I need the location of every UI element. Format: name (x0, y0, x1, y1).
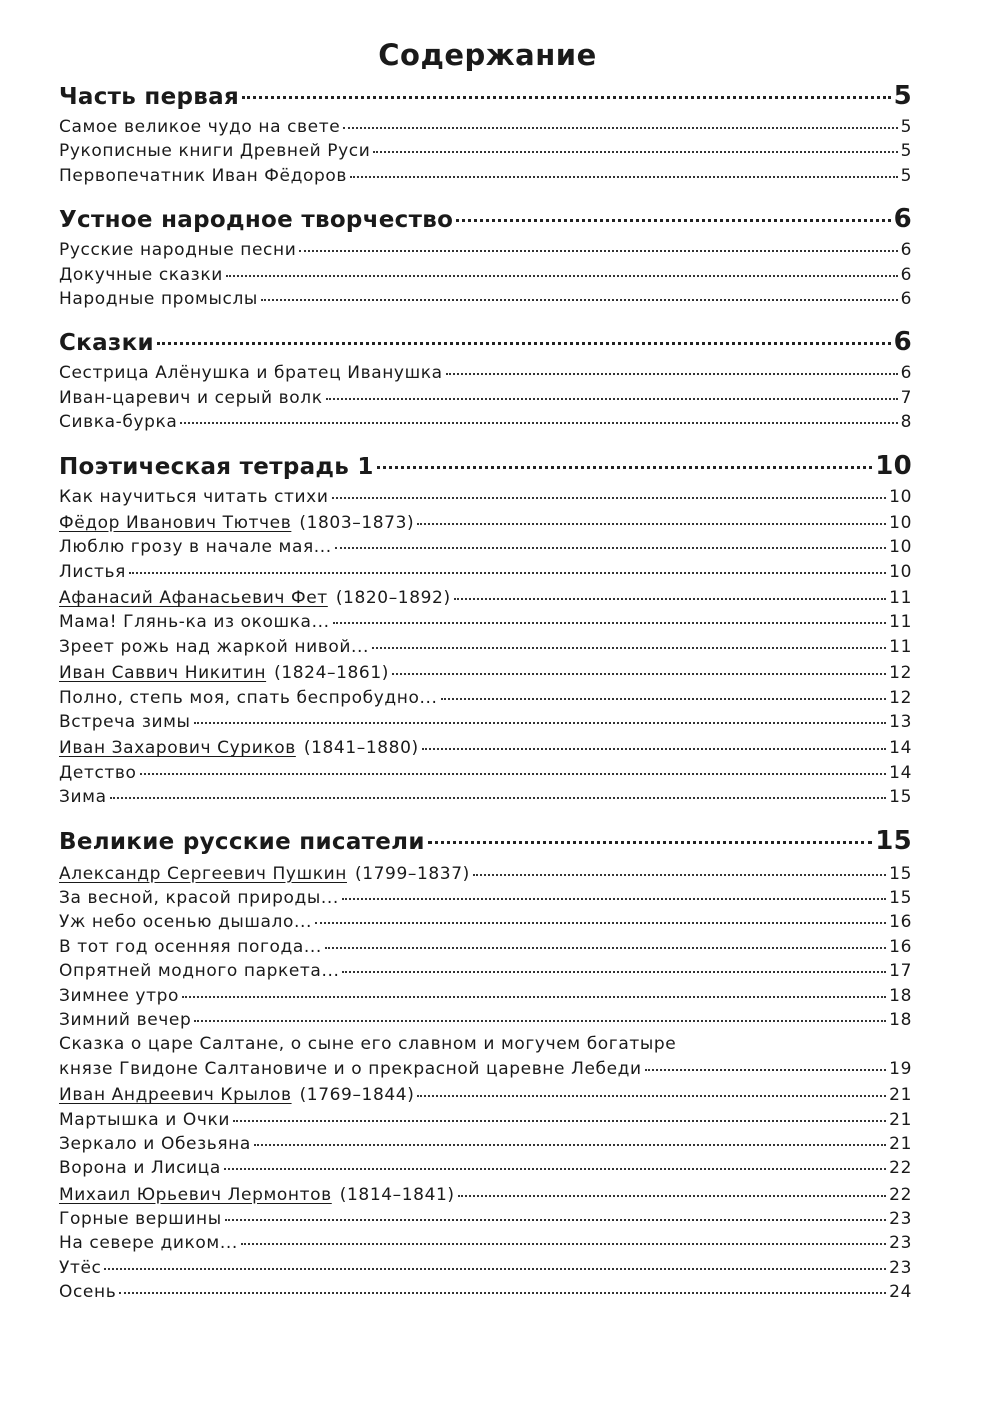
author-years: (1814–1841) (339, 1184, 455, 1205)
leader-dots (194, 1020, 886, 1022)
toc-entry[interactable] (59, 1207, 912, 1231)
author-name: Иван Захарович Суриков (59, 738, 296, 759)
toc-entry[interactable] (59, 1132, 912, 1156)
entry-page-number: 22 (889, 1184, 912, 1205)
entry-page-number: 21 (889, 1109, 912, 1130)
leader-dots (326, 398, 898, 400)
leader-dots (473, 874, 886, 876)
table-of-contents (59, 78, 912, 1305)
toc-entry[interactable] (59, 610, 912, 634)
entry-page-number: 22 (889, 1158, 912, 1179)
entry-title: Опрятней модного паркета... (59, 961, 340, 982)
entry-page-number: 5 (900, 141, 912, 162)
author-years: (1799–1837) (354, 863, 470, 884)
leader-dots (261, 299, 898, 301)
author-name: Иван Саввич Никитин (59, 663, 267, 684)
toc-entry[interactable] (59, 1280, 912, 1304)
entry-title: Осень (59, 1282, 117, 1303)
entry-page-number: 15 (889, 887, 912, 908)
leader-dots (226, 275, 898, 277)
entry-title: Иван-царевич и серый волк (59, 387, 323, 408)
leader-dots (456, 219, 890, 222)
toc-entry[interactable] (59, 959, 912, 983)
section-heading[interactable] (59, 448, 912, 485)
section-heading[interactable] (59, 324, 912, 361)
toc-entry[interactable] (59, 263, 912, 287)
leader-dots (373, 151, 897, 153)
section-title: Устное народное творчество (59, 207, 454, 234)
entry-title: князе Гвидоне Салтановиче и о прекрасной царевне Лебеди (59, 1058, 642, 1079)
entry-title: Утёс (59, 1257, 102, 1278)
entry-page-number: 8 (900, 412, 912, 433)
entry-page-number: 6 (900, 240, 912, 261)
page-title: Содержание (378, 38, 597, 72)
entry-title: Как научиться читать стихи (59, 486, 329, 507)
toc-author-entry[interactable] (59, 736, 912, 760)
toc-entry[interactable] (59, 984, 912, 1008)
toc-entry[interactable] (59, 238, 912, 262)
toc-entry[interactable] (59, 710, 912, 734)
section-page-number: 5 (893, 81, 912, 111)
leader-dots (182, 996, 886, 998)
entry-page-number: 18 (889, 985, 912, 1006)
entry-page-number: 13 (889, 712, 912, 733)
toc-entry[interactable] (59, 139, 912, 163)
toc-author-entry[interactable] (59, 862, 912, 886)
toc-entry[interactable] (59, 115, 912, 139)
toc-entry[interactable] (59, 785, 912, 809)
entry-page-number: 23 (889, 1233, 912, 1254)
entry-title: Сестрица Алёнушка и братец Иванушка (59, 363, 443, 384)
toc-author-entry[interactable] (59, 511, 912, 535)
author-name: Михаил Юрьевич Лермонтов (59, 1184, 332, 1205)
entry-title: Зимний вечер (59, 1009, 192, 1030)
section-title: Часть первая (59, 84, 240, 110)
leader-dots (392, 673, 886, 675)
toc-entry[interactable] (59, 1231, 912, 1255)
toc-entry[interactable] (59, 485, 912, 509)
entry-page-number: 11 (889, 588, 912, 609)
toc-author-entry[interactable] (59, 661, 912, 685)
leader-dots (372, 647, 886, 649)
leader-dots (241, 1243, 886, 1245)
leader-dots (458, 1195, 887, 1197)
entry-page-number: 6 (900, 288, 912, 309)
leader-dots (129, 572, 886, 574)
leader-dots (332, 497, 887, 499)
author-name: Александр Сергеевич Пушкин (59, 863, 347, 884)
entry-title: Люблю грозу в начале мая... (59, 537, 332, 558)
entry-page-number: 21 (889, 1133, 912, 1154)
toc-entry[interactable] (59, 1256, 912, 1280)
entry-title: Зреет рожь над жаркой нивой... (59, 636, 370, 657)
toc-entry[interactable] (59, 410, 912, 434)
entry-page-number: 10 (889, 486, 912, 507)
section-heading[interactable] (59, 78, 912, 115)
author-name: Иван Андреевич Крылов (59, 1085, 292, 1106)
entry-page-number: 6 (900, 363, 912, 384)
leader-dots (342, 898, 886, 900)
section-title: Сказки (59, 330, 154, 357)
entry-page-number: 12 (889, 687, 912, 708)
leader-dots (157, 342, 891, 345)
entry-page-number: 14 (889, 738, 912, 759)
toc-entry[interactable] (59, 910, 912, 934)
entry-title: Мама! Глянь-ка из окошка... (59, 612, 330, 633)
leader-dots (343, 127, 897, 129)
toc-entry[interactable] (59, 1156, 912, 1180)
entry-title: Зима (59, 787, 107, 808)
entry-page-number: 16 (889, 912, 912, 933)
author-years: (1824–1861) (274, 663, 390, 684)
toc-entry[interactable] (59, 886, 912, 910)
entry-page-number: 17 (889, 961, 912, 982)
section-page-number: 10 (875, 450, 912, 481)
leader-dots (325, 947, 886, 949)
author-years: (1820–1892) (335, 588, 451, 609)
leader-dots (110, 797, 887, 799)
entry-page-number: 21 (889, 1085, 912, 1106)
leader-dots (377, 466, 872, 469)
entry-page-number: 11 (889, 612, 912, 633)
entry-page-number: 6 (900, 264, 912, 285)
section-heading[interactable] (59, 201, 912, 238)
author-years: (1769–1844) (299, 1085, 415, 1106)
toc-author-entry[interactable] (59, 586, 912, 610)
entry-page-number: 12 (889, 663, 912, 684)
toc-entry[interactable] (59, 935, 912, 959)
entry-page-number: 5 (900, 117, 912, 137)
entry-page-number: 10 (889, 537, 912, 558)
leader-dots (417, 523, 886, 525)
entry-title: Рукописные книги Древней Руси (59, 141, 371, 162)
author-years: (1803–1873) (299, 512, 415, 533)
section-title: Поэтическая тетрадь 1 (59, 453, 374, 480)
leader-dots (645, 1069, 886, 1071)
leader-dots (194, 722, 887, 724)
entry-page-number: 23 (889, 1257, 912, 1278)
leader-dots (242, 96, 891, 99)
leader-dots (333, 622, 887, 624)
leader-dots (417, 1095, 886, 1097)
entry-title: Полно, степь моя, спать беспробудно... (59, 687, 438, 708)
leader-dots (315, 922, 886, 924)
toc-entry[interactable] (59, 1108, 912, 1132)
leader-dots (254, 1144, 886, 1146)
entry-title: Горные вершины (59, 1209, 222, 1230)
entry-page-number: 15 (889, 787, 912, 808)
toc-author-entry[interactable] (59, 1183, 912, 1207)
entry-page-number: 10 (889, 561, 912, 582)
entry-title: Первопечатник Иван Фёдоров (59, 165, 347, 186)
author-name: Афанасий Афанасьевич Фет (59, 588, 328, 609)
entry-title: Уж небо осенью дышало... (59, 912, 313, 933)
entry-page-number: 16 (889, 936, 912, 957)
leader-dots (335, 547, 886, 549)
entry-title: Зеркало и Обезьяна (59, 1133, 251, 1154)
entry-title: Встреча зимы (59, 712, 191, 733)
toc-author-entry[interactable] (59, 1083, 912, 1107)
entry-title: Ворона и Лисица (59, 1158, 221, 1179)
entry-title: Народные промыслы (59, 288, 258, 309)
toc-entry[interactable] (59, 635, 912, 659)
toc-entry[interactable] (59, 386, 912, 410)
entry-title: Докучные сказки (59, 264, 223, 285)
entry-page-number: 23 (889, 1209, 912, 1230)
leader-dots (454, 598, 886, 600)
leader-dots (233, 1120, 886, 1122)
section-title: Великие русские писатели (59, 828, 425, 855)
toc-entry[interactable] (59, 287, 912, 311)
toc-entry[interactable] (59, 761, 912, 785)
entry-title: Зимнее утро (59, 985, 179, 1006)
entry-title: Детство (59, 762, 137, 783)
entry-page-number: 14 (889, 762, 912, 783)
author-name: Фёдор Иванович Тютчев (59, 512, 292, 533)
entry-title: В тот год осенняя погода... (59, 936, 322, 957)
entry-title: На севере диком... (59, 1233, 238, 1254)
leader-dots (441, 698, 887, 700)
leader-dots (342, 971, 886, 973)
entry-page-number: 11 (889, 636, 912, 657)
entry-page-number: 18 (889, 1009, 912, 1030)
leader-dots (422, 748, 886, 750)
entry-page-number: 15 (889, 863, 912, 884)
toc-entry[interactable] (59, 361, 912, 385)
toc-entry[interactable] (59, 686, 912, 710)
leader-dots (428, 841, 872, 844)
entry-title: За весной, красой природы... (59, 887, 339, 908)
entry-page-number: 19 (889, 1058, 912, 1079)
leader-dots (225, 1219, 886, 1221)
leader-dots (140, 773, 887, 775)
toc-entry[interactable] (59, 164, 912, 188)
entry-page-number: 5 (900, 165, 912, 186)
toc-entry[interactable] (59, 535, 912, 559)
entry-title: Самое великое чудо на свете (59, 117, 341, 137)
leader-dots (350, 176, 898, 178)
leader-dots (446, 373, 898, 375)
section-page-number: 15 (875, 825, 912, 856)
leader-dots (180, 422, 897, 424)
entry-title: Листья (59, 561, 126, 582)
section-page-number: 6 (893, 204, 912, 235)
toc-entry[interactable] (59, 560, 912, 584)
leader-dots (224, 1168, 886, 1170)
leader-dots (119, 1292, 886, 1294)
author-years: (1841–1880) (303, 738, 419, 759)
section-page-number: 6 (893, 327, 912, 358)
leader-dots (299, 250, 897, 252)
toc-entry[interactable] (59, 1008, 912, 1032)
entry-page-number: 7 (900, 387, 912, 408)
entry-page-number: 24 (889, 1282, 912, 1303)
entry-title: Мартышка и Очки (59, 1109, 231, 1130)
entry-title: Сивка-бурка (59, 412, 178, 433)
toc-entry[interactable] (59, 1057, 912, 1081)
leader-dots (104, 1268, 886, 1270)
entry-page-number: 10 (889, 512, 912, 533)
toc-entry-line: Сказка о царе Салтане, о сыне его славном и могучем богатыре (59, 1034, 677, 1055)
section-heading[interactable] (59, 823, 912, 860)
entry-title: Русские народные песни (59, 240, 297, 261)
